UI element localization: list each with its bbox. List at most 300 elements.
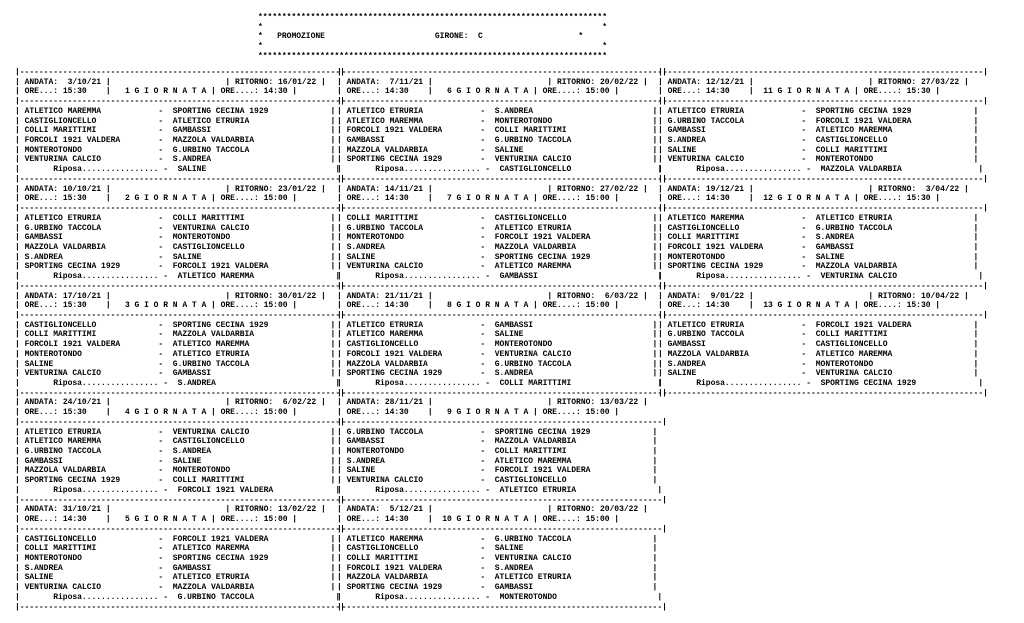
ritorno-label: RITORNO: bbox=[556, 398, 596, 408]
ritorno-label: RITORNO: bbox=[877, 77, 917, 87]
away-team: S.ANDREA bbox=[172, 447, 212, 457]
giornata-number: 10 bbox=[442, 515, 452, 525]
home-team: ATLETICO ETRURIA bbox=[667, 320, 745, 330]
giornata-number: 8 bbox=[442, 301, 452, 311]
home-team: G.URBINO TACCOLA bbox=[667, 116, 745, 126]
andata-date: 9/01/22 bbox=[705, 291, 745, 301]
away-team: MONTEROTONDO bbox=[172, 466, 231, 476]
away-team: VENTURINA CALCIO bbox=[494, 553, 572, 563]
away-team: SALINE bbox=[172, 456, 202, 466]
home-team: CASTIGLIONCELLO bbox=[24, 116, 97, 126]
away-team: ATLETICO ETRURIA bbox=[494, 573, 572, 583]
away-team: MONTEROTONDO bbox=[494, 340, 553, 350]
header-stars-top: ************************************************************************* bbox=[258, 13, 607, 22]
home-team: FORCOLI 1921 VALDERA bbox=[346, 349, 443, 359]
riposa-label: Riposa................ bbox=[696, 272, 802, 282]
riposa-label: Riposa................ bbox=[53, 485, 159, 495]
away-team: MONTEROTONDO bbox=[494, 116, 553, 126]
away-team: S.ANDREA bbox=[494, 369, 534, 379]
giornata-number: 3 bbox=[120, 301, 130, 311]
ritorno-label: RITORNO: bbox=[556, 184, 596, 194]
ore-ritorno: 15:00 bbox=[263, 408, 288, 418]
ore-ritorno-label: ORE....: bbox=[220, 87, 259, 97]
ritorno-label: RITORNO: bbox=[234, 398, 274, 408]
riposa-team: FORCOLI 1921 VALDERA bbox=[177, 485, 274, 495]
home-team: S.ANDREA bbox=[24, 252, 63, 262]
ritorno-date: 20/03/22 bbox=[599, 505, 639, 515]
andata-date: 3/10/21 bbox=[62, 77, 102, 87]
ore-ritorno: 15:30 bbox=[906, 87, 931, 97]
home-team: CASTIGLIONCELLO bbox=[346, 340, 419, 350]
away-team: MAZZOLA VALDARBIA bbox=[172, 330, 255, 340]
home-team: MONTEROTONDO bbox=[346, 447, 404, 457]
andata-label: ANDATA: bbox=[24, 77, 59, 87]
away-team: GAMBASSI bbox=[494, 320, 534, 330]
home-team: S.ANDREA bbox=[346, 242, 385, 252]
away-team: MAZZOLA VALDARBIA bbox=[172, 583, 255, 593]
away-team: MAZZOLA VALDARBIA bbox=[494, 242, 577, 252]
andata-date: 14/11/21 bbox=[384, 184, 424, 194]
giornata-label: G I O R N A T A bbox=[456, 515, 529, 525]
ore-andata-label: ORE...: bbox=[346, 408, 381, 418]
home-team: FORCOLI 1921 VALDERA bbox=[24, 340, 121, 350]
home-team: ATLETICO MAREMMA bbox=[346, 116, 424, 126]
away-team: VENTURINA CALCIO bbox=[494, 349, 572, 359]
ore-ritorno-label: ORE....: bbox=[542, 408, 581, 418]
away-team: MAZZOLA VALDARBIA bbox=[494, 437, 577, 447]
home-team: G.URBINO TACCOLA bbox=[667, 330, 745, 340]
home-team: SALINE bbox=[667, 145, 697, 155]
riposa-label: Riposa................ bbox=[375, 165, 481, 175]
away-team: FORCOLI 1921 VALDERA bbox=[172, 262, 269, 272]
giornata-number: 4 bbox=[120, 408, 130, 418]
ore-ritorno-label: ORE....: bbox=[542, 301, 581, 311]
home-team: VENTURINA CALCIO bbox=[24, 155, 102, 165]
away-team: MONTEROTONDO bbox=[815, 155, 874, 165]
away-team: COLLI MARITTIMI bbox=[494, 447, 567, 457]
away-team: SALINE bbox=[815, 252, 845, 262]
ritorno-label: RITORNO: bbox=[556, 291, 596, 301]
ore-andata-label: ORE...: bbox=[346, 515, 381, 525]
riposa-label: Riposa................ bbox=[696, 165, 802, 175]
home-team: MAZZOLA VALDARBIA bbox=[667, 349, 749, 359]
home-team: COLLI MARITTIMI bbox=[24, 544, 97, 554]
home-team: MAZZOLA VALDARBIA bbox=[24, 466, 106, 476]
ore-andata: 14:30 bbox=[384, 194, 409, 204]
riposa-team: S.ANDREA bbox=[177, 379, 216, 388]
girone-label: GIRONE: bbox=[434, 32, 469, 42]
home-team: MAZZOLA VALDARBIA bbox=[346, 573, 428, 583]
andata-date: 10/10/21 bbox=[62, 184, 102, 194]
home-team: COLLI MARITTIMI bbox=[346, 213, 419, 223]
giornata-label: G I O R N A T A bbox=[456, 194, 529, 204]
away-team: CASTIGLIONCELLO bbox=[494, 213, 567, 223]
home-team: SPORTING CECINA 1929 bbox=[24, 262, 121, 272]
home-team: COLLI MARITTIMI bbox=[667, 233, 740, 243]
giornata-number: 1 bbox=[120, 87, 130, 97]
ore-ritorno-label: ORE....: bbox=[220, 515, 259, 525]
away-team: FORCOLI 1921 VALDERA bbox=[494, 466, 591, 476]
away-team: VENTURINA CALCIO bbox=[172, 223, 250, 233]
riposa-team: CASTIGLIONCELLO bbox=[499, 165, 572, 175]
home-team: GAMBASSI bbox=[667, 340, 706, 350]
away-team: MAZZOLA VALDARBIA bbox=[815, 262, 898, 272]
away-team: CASTIGLIONCELLO bbox=[815, 340, 888, 350]
giornata-number: 6 bbox=[442, 87, 452, 97]
riposa-team: COLLI MARITTIMI bbox=[499, 379, 572, 388]
away-team: COLLI MARITTIMI bbox=[172, 213, 245, 223]
away-team: SPORTING CECINA 1929 bbox=[494, 252, 591, 262]
home-team: ATLETICO MAREMMA bbox=[24, 106, 102, 116]
ritorno-date: 10/04/22 bbox=[920, 291, 960, 301]
home-team: SALINE bbox=[667, 369, 697, 379]
home-team: ATLETICO ETRURIA bbox=[346, 320, 424, 330]
away-team: FORCOLI 1921 VALDERA bbox=[815, 320, 912, 330]
ritorno-date: 27/03/22 bbox=[920, 77, 960, 87]
ritorno-date: 30/01/22 bbox=[277, 291, 317, 301]
ritorno-label: RITORNO: bbox=[556, 505, 596, 515]
home-team: S.ANDREA bbox=[24, 563, 63, 573]
andata-date: 17/10/21 bbox=[62, 291, 102, 301]
away-team: VENTURINA CALCIO bbox=[494, 155, 572, 165]
away-team: GAMBASSI bbox=[172, 126, 212, 136]
home-team: SPORTING CECINA 1929 bbox=[346, 583, 443, 593]
schedule-column-2: |-------------------------------------------------------------------| | ANDATA: 7/11/21 | | RITORNO: 20/02/22 | | ORE...: 14:30 | 6 G I O R N A T A | ORE....: 15:00 | |-------------------------------------------------------------------| | ATLETICO ETRURIA - S.ANDREA | | ATLETICO MAREMMA - MONTEROTONDO | | FORCOLI 1921 VALDERA - COLLI MARITTIMI | | GAMBASSI - G.URBINO TACCOLA | | MAZZOLA VALDARBIA - SALINE | | SPORTING CECINA 1929 - VENTURINA CALCIO | | Riposa................ - CASTIGLIONCELLO | |-------------------------------------------------------------------| | ANDATA: 14/11/21 | | RITORNO: 27/02/22 | | ORE...: 14:30 | 7 G I O R N A T A | ORE....: 15:00 | |-------------------------------------------------------------------| | COLLI MARITTIMI - CASTIGLIONCELLO | | G.URBINO TACCOLA - ATLETICO ETRURIA | | MONTEROTONDO - FORCOLI 1921 VALDERA | | S.ANDREA - MAZZOLA VALDARBIA | | SALINE - SPORTING CECINA 1929 | | VENTURINA CALCIO - ATLETICO MAREMMA | | Riposa................ - GAMBASSI | |-------------------------------------------------------------------| | ANDATA: 21/11/21 | | RITORNO: 6/03/22 | | ORE...: 14:30 | 8 G I O R N A T A | ORE....: 15:00 | |-------------------------------------------------------------------| | ATLETICO ETRURIA - GAMBASSI | | ATLETICO MAREMMA - SALINE | | CASTIGLIONCELLO - MONTEROTONDO | | FORCOLI 1921 VALDERA - VENTURINA CALCIO | | MAZZOLA VALDARBIA - G.URBINO TACCOLA | | SPORTING CECINA 1929 - S.ANDREA | | Riposa................ - COLLI MARITTIMI | |-------------------------------------------------------------------| | ANDATA: 28/11/21 | | RITORNO: 13/03/22 | | ORE...: 14:30 | 9 G I O R N A T A | ORE....: 15:00 | |-------------------------------------------------------------------| | G.URBINO TACCOLA - SPORTING CECINA 1929 | | GAMBASSI - MAZZOLA VALDARBIA | | MONTEROTONDO - COLLI MARITTIMI | | S.ANDREA - ATLETICO MAREMMA | | SALINE - FORCOLI 1921 VALDERA | | VENTURINA CALCIO - CASTIGLIONCELLO | | Riposa................ - ATLETICO ETRURIA | |-------------------------------------------------------------------| | ANDATA: 5/12/21 | | RITORNO: 20/03/22 | | ORE...: 14:30 | 10 G I O R N A T A | ORE....: 15:00 | |-------------------------------------------------------------------| | ATLETICO MAREMMA - G.URBINO TACCOLA | | CASTIGLIONCELLO - SALINE | | COLLI MARITTIMI - VENTURINA CALCIO | | FORCOLI 1921 VALDERA - S.ANDREA | | MAZZOLA VALDARBIA - ATLETICO ETRURIA | | SPORTING CECINA 1929 - GAMBASSI | | Riposa................ - MONTEROTONDO | |-------------------------------------------------------------------| bbox=[337, 68, 667, 612]
away-team: G.URBINO TACCOLA bbox=[494, 534, 572, 544]
ore-andata-label: ORE...: bbox=[24, 87, 59, 97]
andata-date: 12/12/21 bbox=[705, 77, 745, 87]
andata-label: ANDATA: bbox=[24, 398, 59, 408]
away-team: MONTEROTONDO bbox=[172, 233, 231, 243]
home-team: S.ANDREA bbox=[667, 359, 706, 369]
ritorno-date: 6/03/22 bbox=[599, 291, 639, 301]
away-team: FORCOLI 1921 VALDERA bbox=[172, 534, 269, 544]
giornata-label: G I O R N A T A bbox=[777, 194, 850, 204]
home-team: SPORTING CECINA 1929 bbox=[667, 262, 764, 272]
away-team: MONTEROTONDO bbox=[815, 359, 874, 369]
home-team: ATLETICO ETRURIA bbox=[346, 106, 424, 116]
ritorno-date: 16/01/22 bbox=[277, 77, 317, 87]
away-team: SPORTING CECINA 1929 bbox=[172, 553, 269, 563]
andata-label: ANDATA: bbox=[667, 184, 702, 194]
girone-value: C bbox=[477, 32, 483, 42]
andata-label: ANDATA: bbox=[346, 398, 381, 408]
home-team: SALINE bbox=[346, 252, 376, 262]
giornata-label: G I O R N A T A bbox=[456, 408, 529, 418]
ritorno-date: 23/01/22 bbox=[277, 184, 317, 194]
home-team: MONTEROTONDO bbox=[24, 145, 82, 155]
ore-ritorno: 15:00 bbox=[585, 301, 610, 311]
giornata-label: G I O R N A T A bbox=[456, 301, 529, 311]
ritorno-label: RITORNO: bbox=[234, 291, 274, 301]
away-team: ATLETICO ETRURIA bbox=[815, 213, 893, 223]
away-team: G.URBINO TACCOLA bbox=[172, 145, 250, 155]
header-stars-bottom: ************************************************************************* bbox=[258, 51, 607, 61]
ore-andata: 14:30 bbox=[384, 408, 409, 418]
ore-ritorno-label: ORE....: bbox=[863, 194, 902, 204]
away-team: CASTIGLIONCELLO bbox=[815, 136, 888, 146]
andata-label: ANDATA: bbox=[667, 77, 702, 87]
riposa-label: Riposa................ bbox=[53, 165, 159, 175]
away-team: ATLETICO MAREMMA bbox=[494, 456, 572, 466]
away-team: SPORTING CECINA 1929 bbox=[172, 320, 269, 330]
away-team: ATLETICO MAREMMA bbox=[815, 126, 893, 136]
home-team: ATLETICO MAREMMA bbox=[24, 437, 102, 447]
riposa-team: VENTURINA CALCIO bbox=[820, 272, 898, 282]
ore-ritorno-label: ORE....: bbox=[542, 194, 581, 204]
andata-label: ANDATA: bbox=[24, 291, 59, 301]
home-team: SPORTING CECINA 1929 bbox=[24, 476, 121, 486]
home-team: G.URBINO TACCOLA bbox=[346, 223, 424, 233]
ore-andata: 14:30 bbox=[384, 515, 409, 525]
ore-ritorno: 15:00 bbox=[585, 515, 610, 525]
andata-date: 21/11/21 bbox=[384, 291, 424, 301]
home-team: S.ANDREA bbox=[346, 456, 385, 466]
andata-date: 19/12/21 bbox=[705, 184, 745, 194]
andata-label: ANDATA: bbox=[346, 184, 381, 194]
away-team: VENTURINA CALCIO bbox=[172, 427, 250, 437]
ore-andata-label: ORE...: bbox=[24, 515, 59, 525]
riposa-label: Riposa................ bbox=[375, 485, 481, 495]
ore-andata: 15:30 bbox=[62, 301, 87, 311]
ore-andata: 14:30 bbox=[384, 87, 409, 97]
home-team: MONTEROTONDO bbox=[346, 233, 404, 243]
ore-andata: 14:30 bbox=[384, 301, 409, 311]
home-team: G.URBINO TACCOLA bbox=[24, 447, 102, 457]
giornata-label: G I O R N A T A bbox=[134, 515, 207, 525]
giornata-label: G I O R N A T A bbox=[777, 301, 850, 311]
away-team: COLLI MARITTIMI bbox=[172, 476, 245, 486]
header-banner: ************************************************************************* * * * PROMOZIONE GIRONE: C * * * ************************************************************************* bbox=[258, 13, 607, 61]
home-team: VENTURINA CALCIO bbox=[667, 155, 745, 165]
riposa-label: Riposa................ bbox=[53, 592, 159, 602]
riposa-label: Riposa................ bbox=[696, 379, 802, 388]
away-team: ATLETICO ETRURIA bbox=[172, 349, 250, 359]
ore-andata-label: ORE...: bbox=[667, 87, 702, 97]
home-team: COLLI MARITTIMI bbox=[346, 553, 419, 563]
away-team: G.URBINO TACCOLA bbox=[172, 359, 250, 369]
riposa-label: Riposa................ bbox=[53, 272, 159, 282]
andata-date: 28/11/21 bbox=[384, 398, 424, 408]
home-team: VENTURINA CALCIO bbox=[24, 369, 102, 379]
away-team: ATLETICO ETRURIA bbox=[172, 116, 250, 126]
giornata-label: G I O R N A T A bbox=[777, 87, 850, 97]
ore-ritorno: 14:30 bbox=[263, 87, 288, 97]
home-team: VENTURINA CALCIO bbox=[346, 262, 424, 272]
andata-label: ANDATA: bbox=[667, 291, 702, 301]
away-team: SPORTING CECINA 1929 bbox=[815, 106, 912, 116]
away-team: CASTIGLIONCELLO bbox=[494, 476, 567, 486]
away-team: GAMBASSI bbox=[172, 369, 212, 379]
away-team: GAMBASSI bbox=[815, 242, 855, 252]
riposa-team: GAMBASSI bbox=[499, 272, 538, 282]
away-team: SALINE bbox=[494, 330, 524, 340]
home-team: MONTEROTONDO bbox=[24, 349, 82, 359]
away-team: G.URBINO TACCOLA bbox=[815, 223, 893, 233]
ore-ritorno-label: ORE....: bbox=[542, 515, 581, 525]
riposa-label: Riposa................ bbox=[53, 379, 159, 388]
riposa-label: Riposa................ bbox=[375, 272, 481, 282]
ore-ritorno-label: ORE....: bbox=[220, 194, 259, 204]
home-team: COLLI MARITTIMI bbox=[24, 126, 97, 136]
ore-andata: 15:30 bbox=[62, 408, 87, 418]
riposa-team: G.URBINO TACCOLA bbox=[177, 592, 255, 602]
away-team: S.ANDREA bbox=[172, 155, 212, 165]
ore-andata: 14:30 bbox=[705, 301, 730, 311]
giornata-number: 12 bbox=[763, 194, 773, 204]
ore-andata-label: ORE...: bbox=[667, 301, 702, 311]
giornata-label: G I O R N A T A bbox=[134, 87, 207, 97]
giornata-number: 5 bbox=[120, 515, 130, 525]
home-team: GAMBASSI bbox=[346, 136, 385, 146]
home-team: GAMBASSI bbox=[24, 233, 63, 243]
home-team: FORCOLI 1921 VALDERA bbox=[346, 126, 443, 136]
home-team: ATLETICO ETRURIA bbox=[667, 106, 745, 116]
ore-ritorno: 15:00 bbox=[263, 301, 288, 311]
giornata-label: G I O R N A T A bbox=[134, 194, 207, 204]
away-team: CASTIGLIONCELLO bbox=[172, 437, 245, 447]
ore-andata-label: ORE...: bbox=[24, 408, 59, 418]
ore-andata-label: ORE...: bbox=[24, 194, 59, 204]
schedule-column-1: |-------------------------------------------------------------------| | ANDATA: 3/10/21 | | RITORNO: 16/01/22 | | ORE...: 15:30 | 1 G I O R N A T A | ORE....: 14:30 | |-------------------------------------------------------------------| | ATLETICO MAREMMA - SPORTING CECINA 1929 | | CASTIGLIONCELLO - ATLETICO ETRURIA | | COLLI MARITTIMI - GAMBASSI | | FORCOLI 1921 VALDERA - MAZZOLA VALDARBIA | | MONTEROTONDO - G.URBINO TACCOLA | | VENTURINA CALCIO - S.ANDREA | | Riposa................ - SALINE | |-------------------------------------------------------------------| | ANDATA: 10/10/21 | | RITORNO: 23/01/22 | | ORE...: 15:30 | 2 G I O R N A T A | ORE....: 15:00 | |-------------------------------------------------------------------| | ATLETICO ETRURIA - COLLI MARITTIMI | | G.URBINO TACCOLA - VENTURINA CALCIO | | GAMBASSI - MONTEROTONDO | | MAZZOLA VALDARBIA - CASTIGLIONCELLO | | S.ANDREA - SALINE | | SPORTING CECINA 1929 - FORCOLI 1921 VALDERA | | Riposa................ - ATLETICO MAREMMA | |-------------------------------------------------------------------| | ANDATA: 17/10/21 | | RITORNO: 30/01/22 | | ORE...: 15:30 | 3 G I O R N A T A | ORE....: 15:00 | |-------------------------------------------------------------------| | CASTIGLIONCELLO - SPORTING CECINA 1929 | | COLLI MARITTIMI - MAZZOLA VALDARBIA | | FORCOLI 1921 VALDERA - ATLETICO MAREMMA | | MONTEROTONDO - ATLETICO ETRURIA | | SALINE - G.URBINO TACCOLA | | VENTURINA CALCIO - GAMBASSI | | Riposa................ - S.ANDREA | |-------------------------------------------------------------------| | ANDATA: 24/10/21 | | RITORNO: 6/02/22 | | ORE...: 15:30 | 4 G I O R N A T A | ORE....: 15:00 | |-------------------------------------------------------------------| | ATLETICO ETRURIA - VENTURINA CALCIO | | ATLETICO MAREMMA - CASTIGLIONCELLO | | G.URBINO TACCOLA - S.ANDREA | | GAMBASSI - SALINE | | MAZZOLA VALDARBIA - MONTEROTONDO | | SPORTING CECINA 1929 - COLLI MARITTIMI | | Riposa................ - FORCOLI 1921 VALDERA | |-------------------------------------------------------------------| | ANDATA: 31/10/21 | | RITORNO: 13/02/22 | | ORE...: 14:30 | 5 G I O R N A T A | ORE....: 15:00 | |-------------------------------------------------------------------| | CASTIGLIONCELLO - FORCOLI 1921 VALDERA | | COLLI MARITTIMI - ATLETICO MAREMMA | | MONTEROTONDO - SPORTING CECINA 1929 | | S.ANDREA - GAMBASSI | | SALINE - ATLETICO ETRURIA | | VENTURINA CALCIO - MAZZOLA VALDARBIA | | Riposa................ - G.URBINO TACCOLA | |-------------------------------------------------------------------| bbox=[15, 68, 345, 612]
riposa-team: SPORTING CECINA 1929 bbox=[820, 379, 917, 388]
ore-andata-label: ORE...: bbox=[667, 194, 702, 204]
away-team: GAMBASSI bbox=[494, 583, 534, 593]
home-team: SPORTING CECINA 1929 bbox=[346, 155, 443, 165]
away-team: ATLETICO MAREMMA bbox=[494, 262, 572, 272]
andata-date: 31/10/21 bbox=[62, 505, 102, 515]
away-team: S.ANDREA bbox=[815, 233, 855, 243]
ritorno-label: RITORNO: bbox=[877, 184, 917, 194]
riposa-label: Riposa................ bbox=[375, 379, 481, 388]
ritorno-date: 3/04/22 bbox=[920, 184, 960, 194]
ritorno-date: 13/03/22 bbox=[599, 398, 639, 408]
home-team: MAZZOLA VALDARBIA bbox=[24, 242, 106, 252]
ore-ritorno-label: ORE....: bbox=[542, 87, 581, 97]
home-team: SALINE bbox=[24, 359, 54, 369]
away-team: GAMBASSI bbox=[172, 563, 212, 573]
ritorno-label: RITORNO: bbox=[556, 77, 596, 87]
away-team: ATLETICO ETRURIA bbox=[494, 223, 572, 233]
ore-andata: 15:30 bbox=[62, 194, 87, 204]
ore-ritorno-label: ORE....: bbox=[220, 408, 259, 418]
home-team: MAZZOLA VALDARBIA bbox=[346, 145, 428, 155]
ore-ritorno: 15:00 bbox=[585, 408, 610, 418]
away-team: SALINE bbox=[172, 252, 202, 262]
home-team: CASTIGLIONCELLO bbox=[24, 320, 97, 330]
away-team: COLLI MARITTIMI bbox=[815, 330, 888, 340]
away-team: SALINE bbox=[494, 145, 524, 155]
home-team: COLLI MARITTIMI bbox=[24, 330, 97, 340]
home-team: ATLETICO MAREMMA bbox=[667, 213, 745, 223]
home-team: MONTEROTONDO bbox=[667, 252, 725, 262]
ritorno-date: 27/02/22 bbox=[599, 184, 639, 194]
riposa-label: Riposa................ bbox=[375, 592, 481, 602]
category-title: PROMOZIONE bbox=[277, 32, 325, 42]
home-team: CASTIGLIONCELLO bbox=[667, 223, 740, 233]
andata-label: ANDATA: bbox=[24, 184, 59, 194]
ritorno-label: RITORNO: bbox=[234, 184, 274, 194]
ore-andata-label: ORE...: bbox=[346, 301, 381, 311]
ritorno-label: RITORNO: bbox=[877, 291, 917, 301]
ore-ritorno: 15:00 bbox=[585, 194, 610, 204]
riposa-team: MONTEROTONDO bbox=[499, 592, 557, 602]
riposa-team: SALINE bbox=[177, 165, 207, 175]
ore-andata-label: ORE...: bbox=[346, 194, 381, 204]
home-team: SALINE bbox=[346, 466, 376, 476]
ore-ritorno: 15:30 bbox=[906, 301, 931, 311]
away-team: ATLETICO MAREMMA bbox=[815, 349, 893, 359]
ore-ritorno-label: ORE....: bbox=[863, 87, 902, 97]
ore-andata: 14:30 bbox=[705, 87, 730, 97]
away-team: ATLETICO ETRURIA bbox=[172, 573, 250, 583]
home-team: ATLETICO MAREMMA bbox=[346, 534, 424, 544]
giornata-label: G I O R N A T A bbox=[134, 301, 207, 311]
away-team: S.ANDREA bbox=[494, 563, 534, 573]
away-team: G.URBINO TACCOLA bbox=[494, 136, 572, 146]
ore-ritorno: 15:00 bbox=[263, 515, 288, 525]
andata-date: 7/11/21 bbox=[384, 77, 424, 87]
home-team: G.URBINO TACCOLA bbox=[24, 223, 102, 233]
ritorno-label: RITORNO: bbox=[234, 77, 274, 87]
away-team: G.URBINO TACCOLA bbox=[494, 359, 572, 369]
home-team: SPORTING CECINA 1929 bbox=[346, 369, 443, 379]
home-team: FORCOLI 1921 VALDERA bbox=[346, 563, 443, 573]
ore-ritorno-label: ORE....: bbox=[220, 301, 259, 311]
away-team: S.ANDREA bbox=[494, 106, 534, 116]
riposa-team: ATLETICO MAREMMA bbox=[177, 272, 255, 282]
giornata-number: 2 bbox=[120, 194, 130, 204]
away-team: ATLETICO MAREMMA bbox=[172, 544, 250, 554]
giornata-label: G I O R N A T A bbox=[456, 87, 529, 97]
away-team: COLLI MARITTIMI bbox=[494, 126, 567, 136]
ore-ritorno: 15:30 bbox=[906, 194, 931, 204]
home-team: SALINE bbox=[24, 573, 54, 583]
giornata-number: 13 bbox=[763, 301, 773, 311]
home-team: GAMBASSI bbox=[24, 456, 63, 466]
away-team: MAZZOLA VALDARBIA bbox=[172, 136, 255, 146]
andata-label: ANDATA: bbox=[24, 505, 59, 515]
away-team: SALINE bbox=[494, 544, 524, 554]
home-team: G.URBINO TACCOLA bbox=[346, 427, 424, 437]
ritorno-label: RITORNO: bbox=[234, 505, 274, 515]
andata-date: 24/10/21 bbox=[62, 398, 102, 408]
ore-andata-label: ORE...: bbox=[346, 87, 381, 97]
home-team: FORCOLI 1921 VALDERA bbox=[667, 242, 764, 252]
schedule-column-3: |-------------------------------------------------------------------| | ANDATA: 12/12/21 | | RITORNO: 27/03/22 | | ORE...: 14:30 | 11 G I O R N A T A | ORE....: 15:30 | |-------------------------------------------------------------------| | ATLETICO ETRURIA - SPORTING CECINA 1929 | | G.URBINO TACCOLA - FORCOLI 1921 VALDERA | | GAMBASSI - ATLETICO MAREMMA | | S.ANDREA - CASTIGLIONCELLO | | SALINE - COLLI MARITTIMI | | VENTURINA CALCIO - MONTEROTONDO | | Riposa................ - MAZZOLA VALDARBIA | |-------------------------------------------------------------------| | ANDATA: 19/12/21 | | RITORNO: 3/04/22 | | ORE...: 14:30 | 12 G I O R N A T A | ORE....: 15:30 | |-------------------------------------------------------------------| | ATLETICO MAREMMA - ATLETICO ETRURIA | | CASTIGLIONCELLO - G.URBINO TACCOLA | | COLLI MARITTIMI - S.ANDREA | | FORCOLI 1921 VALDERA - GAMBASSI | | MONTEROTONDO - SALINE | | SPORTING CECINA 1929 - MAZZOLA VALDARBIA | | Riposa................ - VENTURINA CALCIO | |-------------------------------------------------------------------| | ANDATA: 9/01/22 | | RITORNO: 10/04/22 | | ORE...: 14:30 | 13 G I O R N A T A | ORE....: 15:30 | |-------------------------------------------------------------------| | ATLETICO ETRURIA - FORCOLI 1921 VALDERA | | G.URBINO TACCOLA - COLLI MARITTIMI | | GAMBASSI - CASTIGLIONCELLO | | MAZZOLA VALDARBIA - ATLETICO MAREMMA | | S.ANDREA - MONTEROTONDO | | SALINE - VENTURINA CALCIO | | Riposa................ - SPORTING CECINA 1929 | |-------------------------------------------------------------------| bbox=[658, 68, 988, 398]
home-team: VENTURINA CALCIO bbox=[346, 476, 424, 486]
andata-label: ANDATA: bbox=[346, 291, 381, 301]
riposa-team: ATLETICO ETRURIA bbox=[499, 485, 577, 495]
andata-label: ANDATA: bbox=[346, 77, 381, 87]
giornata-number: 9 bbox=[442, 408, 452, 418]
away-team: CASTIGLIONCELLO bbox=[172, 242, 245, 252]
home-team: FORCOLI 1921 VALDERA bbox=[24, 136, 121, 146]
ritorno-date: 20/02/22 bbox=[599, 77, 639, 87]
away-team: FORCOLI 1921 VALDERA bbox=[815, 116, 912, 126]
away-team: ATLETICO MAREMMA bbox=[172, 340, 250, 350]
giornata-number: 11 bbox=[763, 87, 773, 97]
home-team: GAMBASSI bbox=[346, 437, 385, 447]
home-team: ATLETICO ETRURIA bbox=[24, 213, 102, 223]
ore-andata: 15:30 bbox=[62, 87, 87, 97]
home-team: S.ANDREA bbox=[667, 136, 706, 146]
ritorno-date: 6/02/22 bbox=[277, 398, 317, 408]
ore-andata: 14:30 bbox=[705, 194, 730, 204]
home-team: MAZZOLA VALDARBIA bbox=[346, 359, 428, 369]
ore-ritorno: 15:00 bbox=[585, 87, 610, 97]
home-team: MONTEROTONDO bbox=[24, 553, 82, 563]
